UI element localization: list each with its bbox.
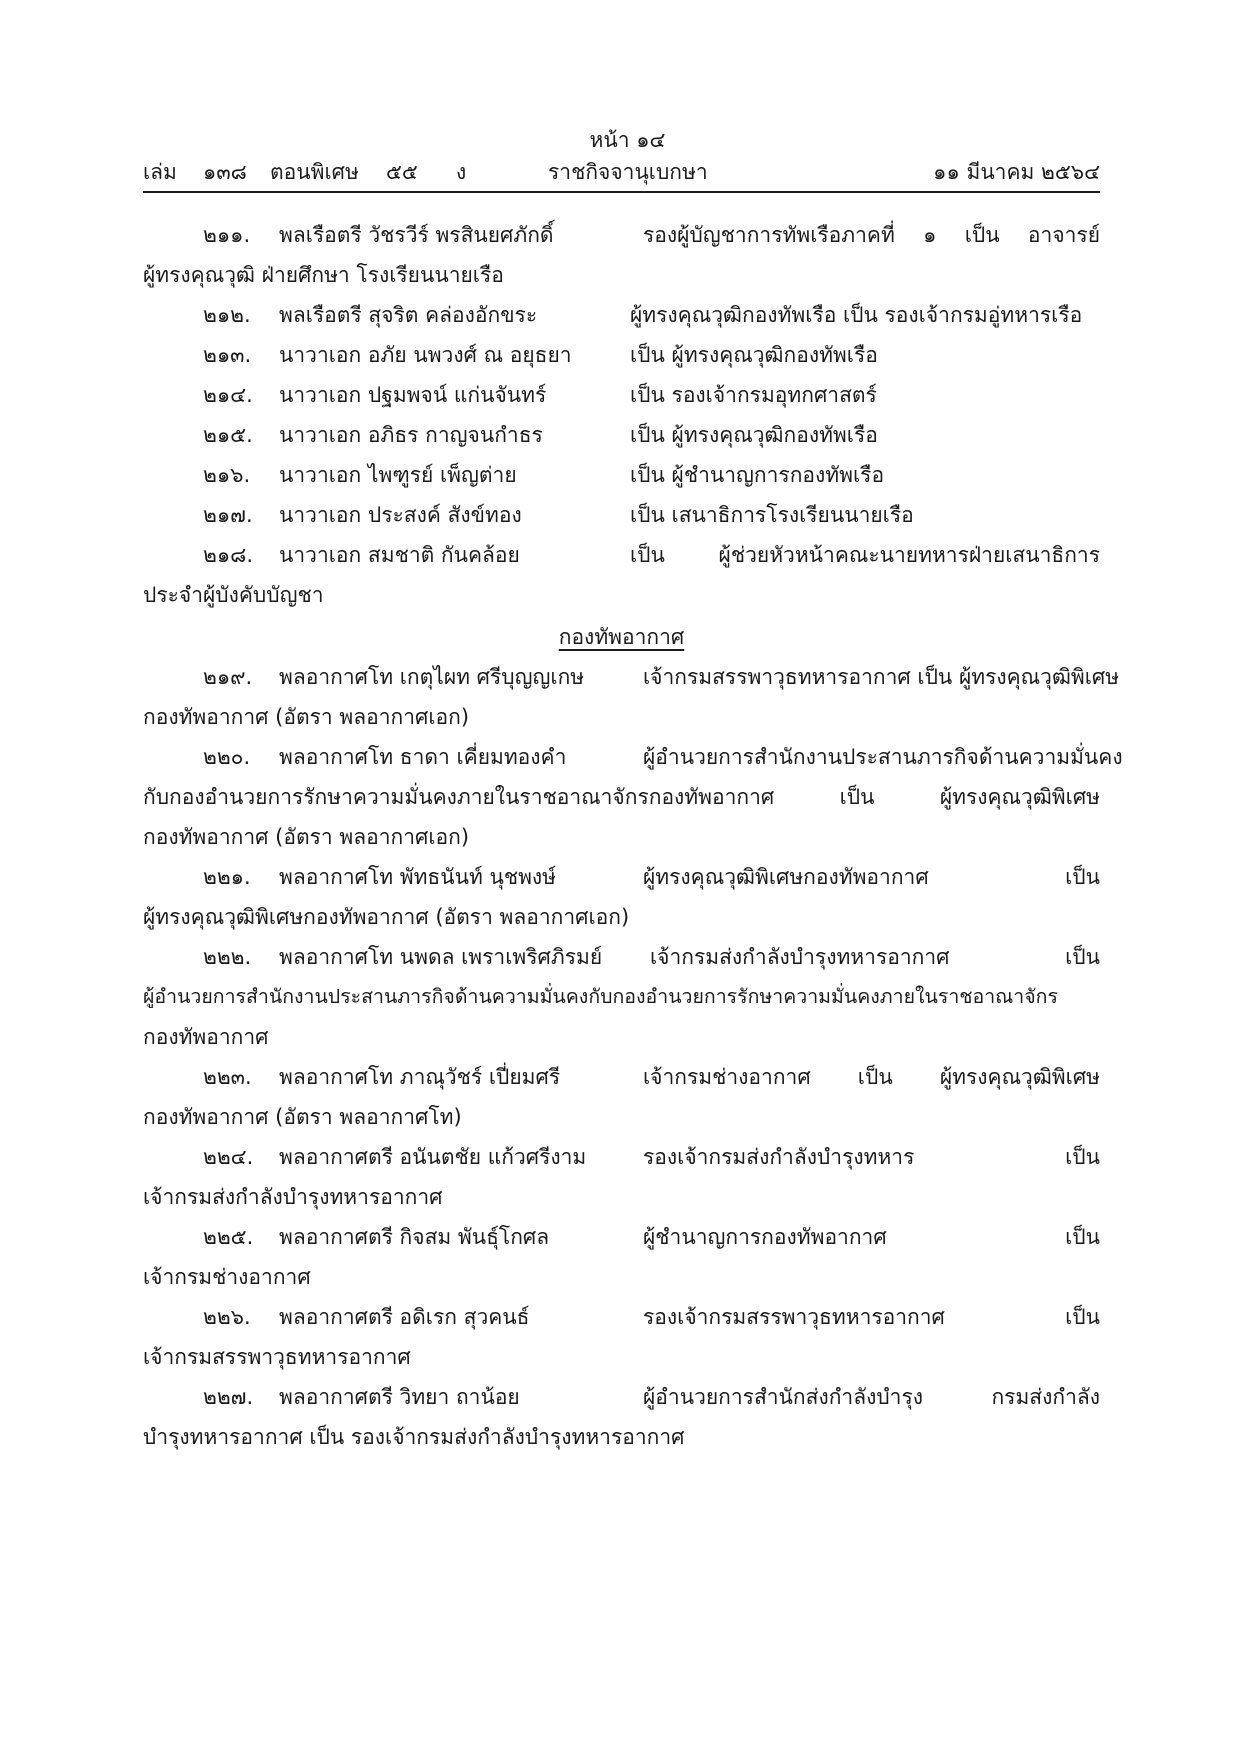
entry-225 (143, 1217, 1100, 1297)
navy-entries (143, 215, 1100, 615)
entry-name: พลอากาศตรี กิจสม พันธุ์โกศล (279, 1225, 550, 1249)
entry-number: ๒๒๒. (203, 945, 252, 969)
header-rule (143, 191, 1100, 193)
entry-position: ผู้อำนวยการสำนักงานประสานภารกิจด้านความมั่นคง (643, 745, 1123, 769)
entry-number: ๒๒๗. (203, 1385, 254, 1409)
entry-name: พลอากาศตรี วิทยา ถาน้อย (279, 1385, 520, 1409)
entry-continuation: ผู้ทรงคุณวุฒิ ฝ่ายศึกษา โรงเรียนนายเรือ (143, 263, 504, 287)
entry-name: พลอากาศตรี อดิเรก สุวคนธ์ (279, 1305, 530, 1329)
entry-continuation: กองทัพอากาศ (อัตรา พลอากาศเอก) (143, 705, 470, 729)
entry-continuation-2: กองทัพอากาศ (อัตรา พลอากาศเอก) (143, 825, 470, 849)
gazette-name: ราชกิจจานุเบกษา (548, 160, 708, 184)
entry-continuation: บำรุงทหารอากาศ เป็น รองเจ้ากรมส่งกำลังบำรุงทหารอากาศ (143, 1425, 685, 1449)
entry-position: เจ้ากรมช่างอากาศ เป็น ผู้ทรงคุณวุฒิพิเศษ (643, 1065, 1100, 1089)
entry-position: ผู้ชำนาญการกองทัพอากาศ เป็น (643, 1225, 1100, 1249)
entry-name: นาวาเอก ประสงค์ สังข์ทอง (279, 503, 522, 527)
entry-name: พลเรือตรี วัชรวีร์ พรสินยศภักดิ์ (279, 223, 554, 247)
volume-label: เล่ม (143, 160, 177, 184)
entry-number: ๒๑๘. (203, 543, 254, 567)
entry-number: ๒๒๔. (203, 1145, 254, 1169)
entry-221 (143, 857, 1100, 937)
entry-continuation: เจ้ากรมสรรพาวุธทหารอากาศ (143, 1345, 411, 1369)
entry-position: เป็น เสนาธิการโรงเรียนนายเรือ (630, 503, 914, 527)
entry-number: ๒๑๕. (203, 423, 253, 447)
entry-continuation-2: กองทัพอากาศ (143, 1025, 269, 1049)
section-label: ตอนพิเศษ (270, 160, 359, 184)
entry-220 (143, 737, 1123, 857)
entry-name: พลเรือตรี สุจริต คล่องอักขระ (279, 303, 538, 327)
entry-218 (143, 535, 1100, 615)
entry-219 (143, 657, 1120, 737)
entry-217 (143, 495, 1100, 535)
entry-number: ๒๑๑. (203, 223, 251, 247)
entry-continuation: กองทัพอากาศ (อัตรา พลอากาศโท) (143, 1105, 462, 1129)
entry-number: ๒๑๙. (203, 665, 253, 689)
entry-number: ๒๑๒. (203, 303, 251, 327)
airforce-entries (143, 657, 1123, 1457)
entry-223 (143, 1057, 1100, 1137)
publication-date: ๑๑ มีนาคม ๒๕๖๔ (933, 160, 1100, 184)
entry-name: นาวาเอก สมชาติ กันคล้อย (279, 543, 520, 567)
section-number: ๕๕ (386, 160, 418, 184)
entry-continuation-text: กับกองอำนวยการรักษาความมั่นคงภายในราชอาณาจักรกองทัพอากาศ เป็น ผู้ทรงคุณวุฒิพิเศษ (143, 785, 1100, 809)
entry-number: ๒๑๔. (203, 383, 253, 407)
entry-position: ผู้อำนวยการสำนักส่งกำลังบำรุง กรมส่งกำลัง (643, 1385, 1100, 1409)
entry-continuation: เจ้ากรมช่างอากาศ (143, 1265, 311, 1289)
entry-name: พลอากาศโท ธาดา เคี่ยมทองคำ (279, 745, 567, 769)
entry-continuation: ผู้ทรงคุณวุฒิพิเศษกองทัพอากาศ (อัตรา พลอากาศเอก) (143, 905, 630, 929)
entry-continuation (143, 977, 1100, 1017)
entry-name: นาวาเอก อภิธร กาญจนกำธร (279, 423, 543, 447)
entry-position: เจ้ากรมสรรพาวุธทหารอากาศ เป็น ผู้ทรงคุณวุฒิพิเศษ (643, 665, 1120, 689)
entry-position: เป็น ผู้ชำนาญการกองทัพเรือ (630, 463, 885, 487)
gazette-page (143, 125, 1123, 1457)
entry-212 (143, 295, 1100, 335)
entry-continuation: เจ้ากรมส่งกำลังบำรุงทหารอากาศ (143, 1185, 443, 1209)
entry-number: ๒๒๑. (203, 865, 251, 889)
entry-name: พลอากาศตรี อนันตชัย แก้วศรีงาม (279, 1145, 587, 1169)
entry-number: ๒๑๓. (203, 343, 252, 367)
entry-name: พลอากาศโท นพดล เพราเพริศภิรมย์ (279, 945, 603, 969)
entry-position: เป็น ผู้ทรงคุณวุฒิกองทัพเรือ (630, 423, 878, 447)
entry-227 (143, 1377, 1100, 1457)
entry-position: เป็น ผู้ช่วยหัวหน้าคณะนายทหารฝ่ายเสนาธิการ (630, 543, 1100, 567)
entry-226 (143, 1297, 1100, 1377)
entry-continuation: ประจำผู้บังคับบัญชา (143, 583, 324, 607)
entry-position: รองผู้บัญชาการทัพเรือภาคที่ ๑ เป็น อาจารย์ (643, 223, 1100, 247)
entry-position: ผู้ทรงคุณวุฒิพิเศษกองทัพอากาศ เป็น (643, 865, 1100, 889)
entry-name: พลอากาศโท เกตุไผท ศรีบุญญเกษ (279, 665, 585, 689)
page-number: หน้า ๑๔ (589, 128, 666, 152)
entry-name: นาวาเอก อภัย นพวงศ์ ณ อยุธยา (279, 343, 572, 367)
entry-number: ๒๒๖. (203, 1305, 251, 1329)
entry-name: พลอากาศโท พัทธนันท์ นุชพงษ์ (279, 865, 557, 889)
entry-213 (143, 335, 1100, 375)
volume-number: ๑๓๘ (203, 160, 247, 184)
entry-position: เป็น ผู้ทรงคุณวุฒิกองทัพเรือ (630, 343, 878, 367)
entry-name: พลอากาศโท ภาณุวัชร์ เปี่ยมศรี (279, 1065, 561, 1089)
entry-position: เป็น รองเจ้ากรมอุทกศาสตร์ (630, 383, 877, 407)
entry-number: ๒๒๓. (203, 1065, 252, 1089)
entry-number: ๒๑๖. (203, 463, 251, 487)
entry-position: รองเจ้ากรมส่งกำลังบำรุงทหาร เป็น (643, 1145, 1100, 1169)
entry-number: ๒๒๕. (203, 1225, 254, 1249)
entry-name: นาวาเอก ไพฑูรย์ เพ็ญต่าย (279, 463, 517, 487)
entry-number: ๒๒๐. (203, 745, 251, 769)
section-heading-airforce: กองทัพอากาศ (558, 625, 685, 649)
entry-number: ๒๑๗. (203, 503, 253, 527)
running-header (143, 155, 1100, 189)
entry-continuation-text: ผู้อำนวยการสำนักงานประสานภารกิจด้านความมั่นคงกับกองอำนวยการรักษาความมั่นคงภายในราชอาณาจักร (143, 985, 1058, 1008)
entry-214 (143, 375, 1100, 415)
entry-position: ผู้ทรงคุณวุฒิกองทัพเรือ เป็น รองเจ้ากรมอู่ทหารเรือ (630, 303, 1083, 327)
entry-215 (143, 415, 1100, 455)
entry-continuation (143, 777, 1100, 817)
subsection: ง (456, 160, 467, 184)
entry-216 (143, 455, 1100, 495)
entry-224 (143, 1137, 1100, 1217)
entry-211 (143, 215, 1100, 295)
entry-position: เจ้ากรมส่งกำลังบำรุงทหารอากาศ เป็น (650, 945, 1100, 969)
entry-222 (143, 937, 1100, 1057)
entry-name: นาวาเอก ปฐมพจน์ แก่นจันทร์ (279, 383, 547, 407)
entry-position: รองเจ้ากรมสรรพาวุธทหารอากาศ เป็น (643, 1305, 1100, 1329)
